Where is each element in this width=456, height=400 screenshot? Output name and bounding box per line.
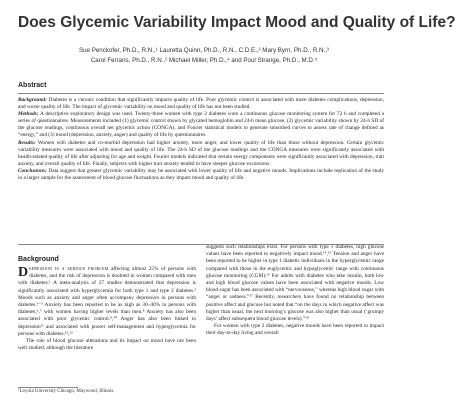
abstract-conclusions-label: Conclusions: bbox=[18, 168, 47, 175]
drop-cap: D bbox=[18, 265, 29, 280]
affiliation-footnote: ¹Loyola University Chicago, Maywood, Illinois. bbox=[18, 389, 115, 394]
background-heading: Background bbox=[18, 256, 59, 263]
abstract-results-text: Women with diabetes and co-morbid depression had higher anxiety, more anger, and lower quality of life than those without depression. Certain glycemic variability measures were associated with mood and quality of life. The 24-h SD of the glucose readings and the CONGA measures were significantly associated with health-related quality of life after adjusting for age and weight. Fourier models indicated that certain energy components were significantly associated with depression, trait anxiety, and overall quality of life. Finally, subjects with higher trait anxiety tended to have steeper glucose excursions. bbox=[18, 139, 384, 167]
background-paragraph-1 bbox=[18, 266, 196, 338]
abstract-methods-text: A descriptive exploratory design was used. Twenty-three women with type 2 diabetes wore a continuous glucose monitoring system for 72 h and completed a series of questionnaires. Measurements included (1) glycemic control shown by glycated hemoglobin and 24-h mean glucose, (2) glycemic variability shown by 24-h SD of the glucose readings, continuous overall net glycemic action (CONGA), and Fourier statistical models to generate smoothed curves to assess rate of change defined as “energy,” and (3) mood (depression, anxiety, anger) and quality of life by questionnaires. bbox=[18, 111, 384, 139]
body-column-left bbox=[18, 266, 196, 352]
abstract-box bbox=[18, 93, 384, 245]
background-paragraph-2: The role of blood glucose alterations and its impact on mood have not been well studied, although the literature bbox=[18, 338, 196, 352]
abstract-background bbox=[18, 97, 384, 111]
abstract-heading: Abstract bbox=[18, 82, 47, 89]
abstract-methods bbox=[18, 111, 384, 139]
lead-in-smallcaps: epression is a serious problem bbox=[29, 266, 109, 272]
body-column-right bbox=[206, 244, 384, 338]
abstract-methods-label: Methods: bbox=[18, 111, 39, 118]
abstract-conclusions-text: Data suggest that greater glycemic variability may be associated with lower quality of life and negative moods. Implications include replication of the study in a larger sample for the assessment of blood glucose fluctuations as they impact mood and quality of life. bbox=[18, 168, 384, 181]
abstract-conclusions bbox=[18, 168, 384, 182]
author-list bbox=[18, 46, 390, 66]
author-line-1: Sue Penckofer, Ph.D., R.N.,¹ Lauretta Quinn, Ph.D., R.N., C.D.E.,² Mary Byrn, Ph.D., R.N.,³ bbox=[79, 47, 329, 54]
background-paragraph-4: For women with type 2 diabetes, negative moods have been reported to impact their day-to-day living and overall bbox=[206, 323, 384, 337]
abstract-results-label: Results: bbox=[18, 139, 36, 146]
abstract-results bbox=[18, 140, 384, 168]
background-paragraph-1-text: affecting almost 25% of persons with diabetes, and the risk of depression is doubled in women compared with men with diabetes.¹ A meta-analysis of 27 studies demonstrated that depression is significantly associated with hyperglycemia for both type 1 and type 2 diabetes.² Moods such as anxiety and anger often accompany depression in persons with diabetes.³⁻⁵ Anxiety has been reported to be as high as 30–40% in persons with diabetes,⁶,⁷ with women having higher levels than men.⁸ Anxiety has also been associated with poor glycemic control.⁹,¹⁰ Anger has also been linked to depression¹¹ and associated with poorer self-management and hyperglycemia for persons with diabetes.¹²,¹³ bbox=[18, 266, 196, 337]
background-paragraph-3: suggests such relationships exist. For persons with type 1 diabetes, high glucose values have been reported to negatively impact mood.¹⁴,¹⁵ Tension and anger have been reported to be higher in type 1 diabetic individuals in the hyperglycemic range compared with those in the euglycemic and hypoglycemic range with continuous glucose monitoring (CGM).¹⁶ For adults with diabetes who take insulin, both low and high blood glucose values have been associated with negative moods. Low blood sugar has been associated with “nervousness,” whereas high blood sugar with “anger or sadness.”¹⁷ Recently, researchers have found no relationship between positive affect and glucose but noted that “on the days in which negative affect was higher than usual, the next morning’s glucose was also higher than usual (‘grumpy days’ affect subsequent blood glucose levels).”¹⁸ bbox=[206, 244, 384, 323]
abstract-background-text: Diabetes is a chronic condition that significantly impacts quality of life. Poor glycemic control is associated with more diabetes complications, depression, and worse quality of life. The impact of glycemic variability on mood and quality of life has not been studied. bbox=[18, 97, 384, 110]
footnote-rule bbox=[18, 387, 78, 388]
abstract-background-label: Background: bbox=[18, 97, 47, 103]
author-line-2: Carol Ferrans, Ph.D., R.N.,² Michael Miller, Ph.D.,⁴ and Poul Strange, Ph.D., M.D.⁵ bbox=[90, 57, 318, 64]
article-title: Does Glycemic Variability Impact Mood and Quality of Life? bbox=[18, 14, 456, 31]
